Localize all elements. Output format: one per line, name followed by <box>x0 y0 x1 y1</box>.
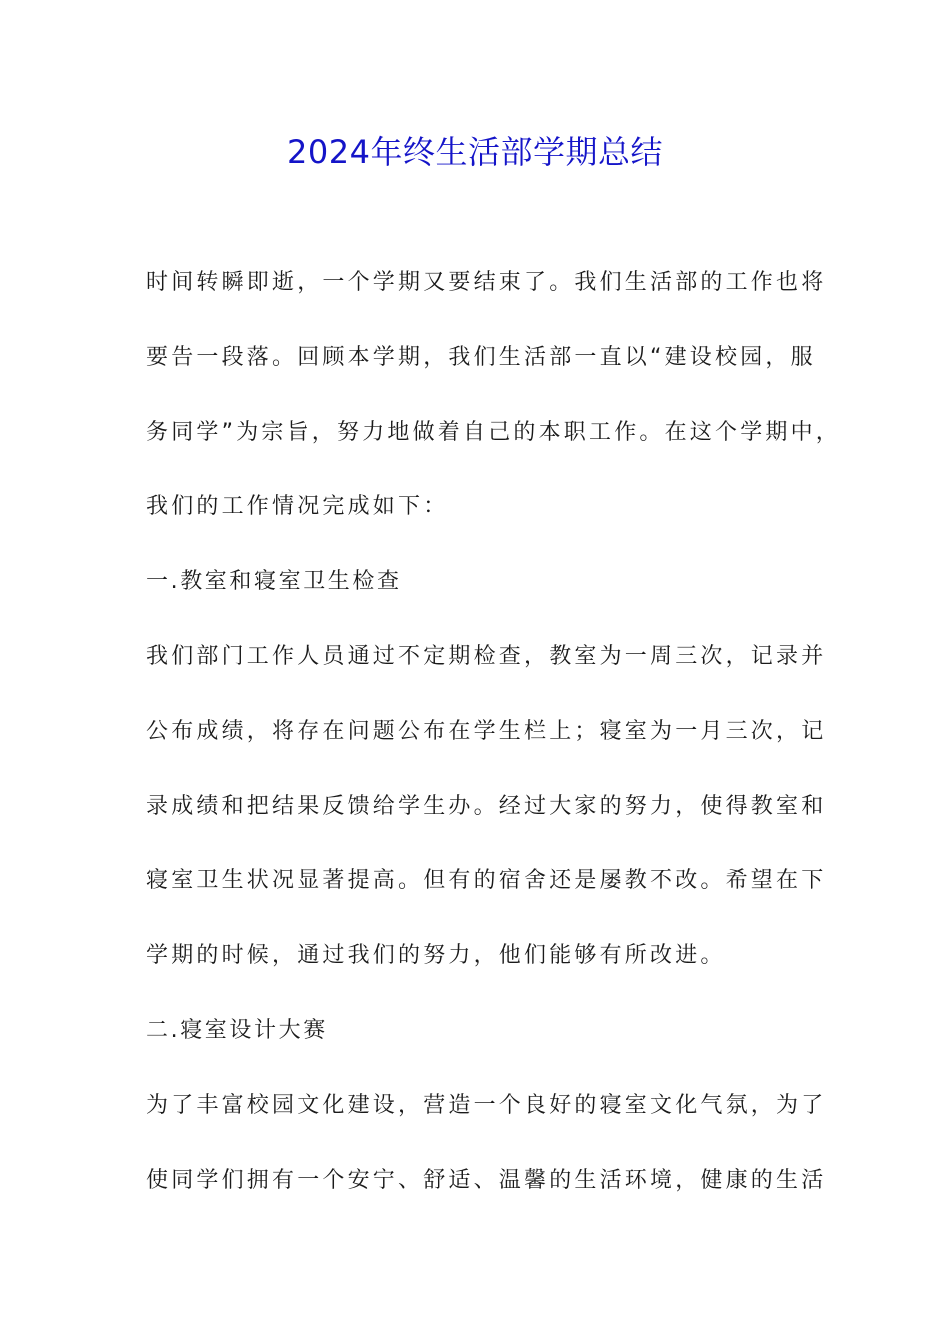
paragraph-line: 使同学们拥有一个安宁、舒适、温馨的生活环境，健康的生活 <box>146 1167 827 1193</box>
section-heading: 一.教室和寝室卫生检查 <box>146 569 402 595</box>
paragraph-line: 我们的工作情况完成如下： <box>146 494 449 520</box>
paragraph-line: 录成绩和把结果反馈给学生办。经过大家的努力，使得教室和 <box>146 793 827 819</box>
paragraph-line: 公布成绩，将存在问题公布在学生栏上；寝室为一月三次，记 <box>146 718 827 744</box>
paragraph-line: 学期的时候，通过我们的努力，他们能够有所改进。 <box>146 943 726 969</box>
section-heading: 二.寝室设计大赛 <box>146 1017 328 1043</box>
paragraph-line: 我们部门工作人员通过不定期检查，教室为一周三次，记录并 <box>146 643 827 669</box>
paragraph-line: 寝室卫生状况显著提高。但有的宿舍还是屡教不改。希望在下 <box>146 868 827 894</box>
paragraph-line: 要告一段落。回顾本学期，我们生活部一直以“建设校园，服 <box>146 344 816 370</box>
paragraph-line: 为了丰富校园文化建设，营造一个良好的寝室文化气氛，为了 <box>146 1092 827 1118</box>
document-title: 2024年终生活部学期总结 <box>287 133 663 171</box>
paragraph-line: 务同学”为宗旨，努力地做着自己的本职工作。在这个学期中， <box>146 419 841 445</box>
paragraph-line: 时间转瞬即逝，一个学期又要结束了。我们生活部的工作也将 <box>146 270 827 295</box>
document-body <box>146 265 841 1237</box>
